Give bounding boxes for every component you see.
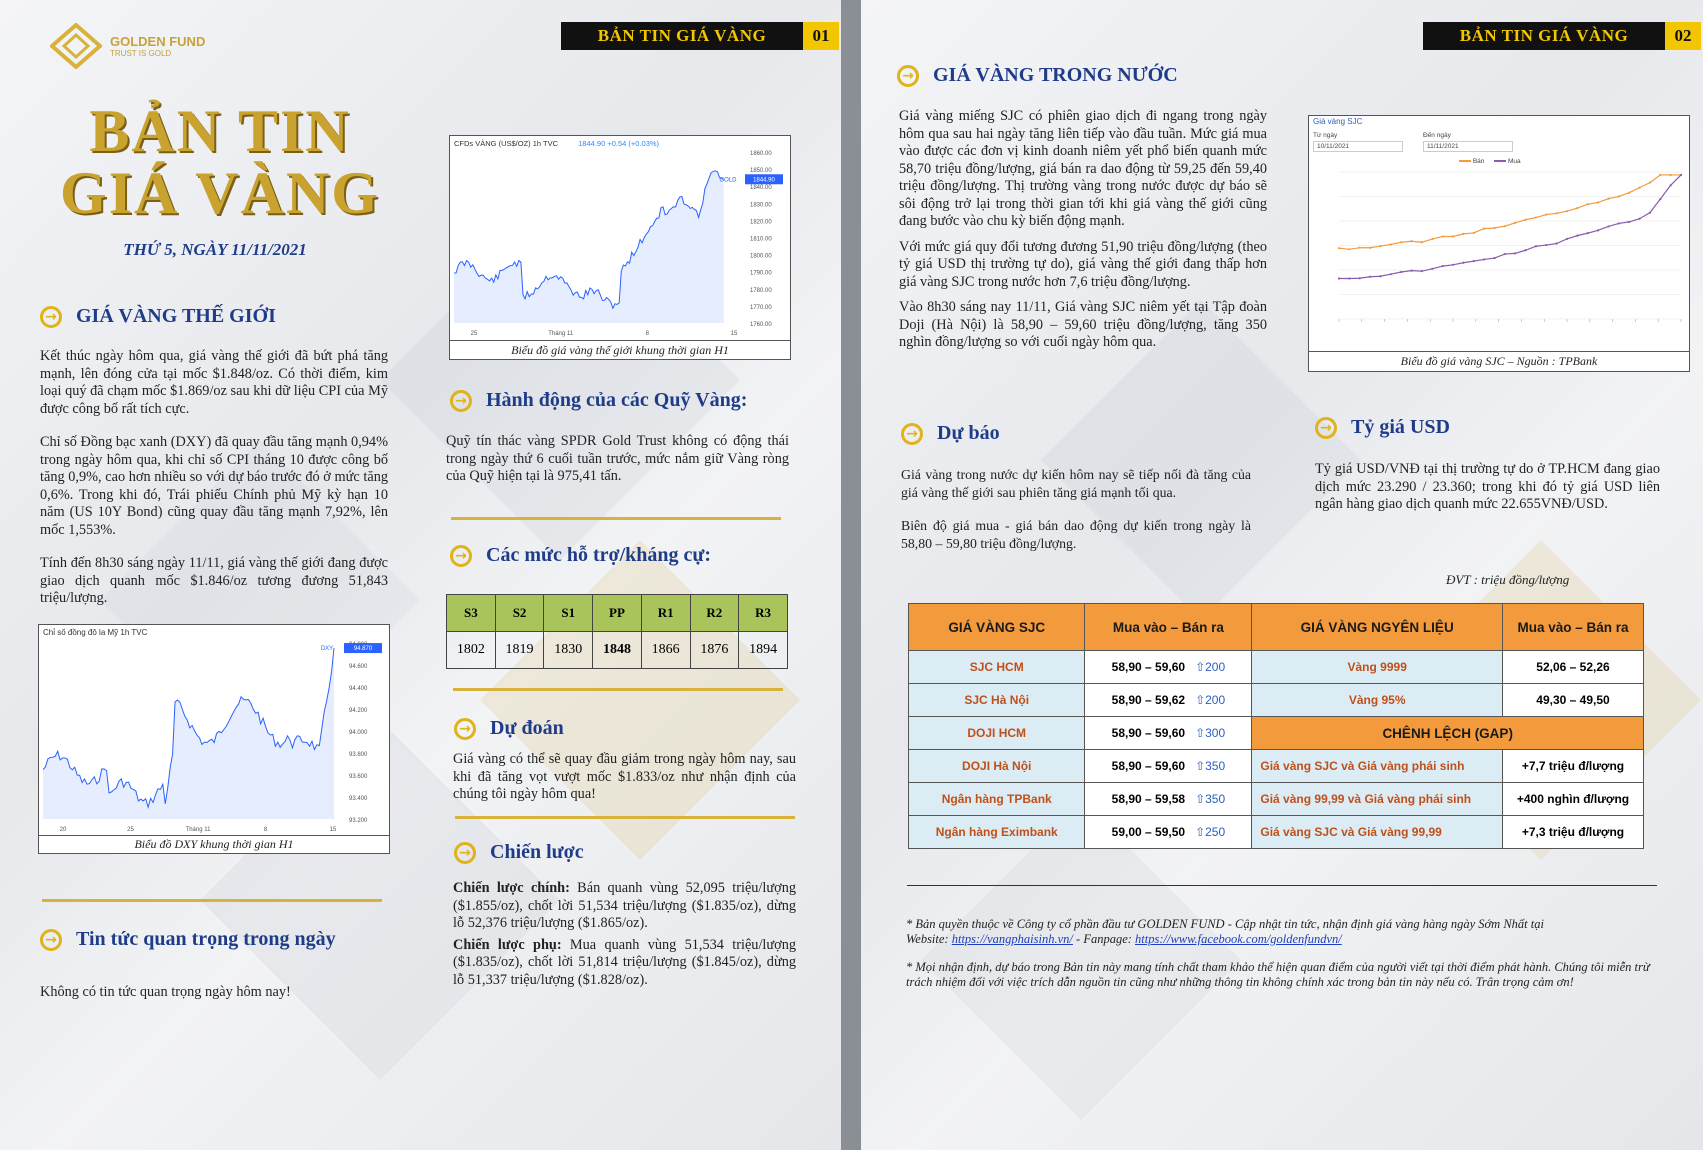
- strategy-main: [453, 880, 796, 933]
- buy-line-point: [1400, 271, 1402, 273]
- y-tick-label: 1840.00: [750, 185, 772, 192]
- change-up: ⇧350: [1195, 792, 1226, 806]
- buy-line-point: [1504, 253, 1506, 255]
- level-value: 1802: [447, 632, 496, 669]
- table-row: [909, 783, 1644, 816]
- paragraph: Giá vàng trong nước dự kiến hôm nay sẽ tiếp nối đà tăng của giá vàng thế giới sau phiên tăng giá mạnh tối qua.: [901, 467, 1251, 500]
- section-predict-title: Dự đoán: [490, 717, 564, 739]
- section-world-gold: [40, 305, 276, 328]
- logo: [50, 26, 230, 66]
- header-buy-sell-raw: Mua vào – Bán ra: [1503, 604, 1644, 651]
- sell-line-point: [1359, 247, 1361, 249]
- logo-name: GOLDEN FUND: [110, 34, 206, 49]
- gap-value: +400 nghìn đ/lượng: [1503, 783, 1644, 816]
- section-levels-title: Các mức hỗ trợ/kháng cự:: [486, 544, 712, 566]
- buy-line-point: [1410, 270, 1412, 272]
- buy-line-point: [1597, 229, 1599, 231]
- buy-line-point: [1524, 249, 1526, 251]
- section-strategy-title: Chiến lược: [490, 841, 584, 863]
- level-value: 1894: [739, 632, 788, 669]
- gap-name: Giá vàng 99,99 và Giá vàng phái sinh: [1252, 783, 1503, 816]
- gap-header: CHÊNH LỆCH (GAP): [1252, 717, 1644, 750]
- header-banner: [1423, 22, 1701, 50]
- section-usd-title: Tỷ giá USD: [1351, 416, 1450, 438]
- header-banner: [561, 22, 839, 50]
- level-header: R2: [690, 595, 739, 632]
- row-name: Ngân hàng TPBank: [909, 783, 1085, 816]
- buy-line-point: [1431, 268, 1433, 270]
- sell-line-point: [1462, 233, 1464, 235]
- row-value: [1085, 750, 1252, 783]
- level-header: S1: [544, 595, 593, 632]
- footer-copyright: [906, 917, 1666, 947]
- section-levels: [450, 544, 711, 567]
- issue-date: THỨ 5, NGÀY 11/11/2021: [123, 240, 307, 259]
- x-tick-label: Tháng 11: [185, 827, 211, 833]
- main-title: [40, 100, 400, 224]
- to-date-field[interactable]: [1423, 132, 1513, 152]
- buy-line-point: [1670, 184, 1672, 186]
- sell-line-point: [1431, 238, 1433, 240]
- paragraph: Với mức giá quy đổi tương đương 51,90 triệu đồng/lượng (theo tỷ giá USD thị trường tự do), giá vàng thế giới đang thấp hơn giá vàng SJC trong nước hơn 7,6 triệu đồng/lượng.: [899, 238, 1267, 290]
- paragraph: Tính đến 8h30 sáng ngày 11/11, giá vàng thế giới đang được giao dịch quanh mốc $1.846/oz tương đương 51,843 triệu/lượng.: [40, 555, 388, 606]
- x-tick-label: 20: [59, 827, 67, 833]
- section-world-gold-title: GIÁ VÀNG THẾ GIỚI: [76, 305, 276, 327]
- sjc-legend: [1459, 158, 1521, 165]
- y-tick-label: 1790.00: [750, 270, 772, 277]
- arrow-circle-icon: →: [1315, 417, 1337, 439]
- buy-line-point: [1607, 225, 1609, 227]
- sell-line-point: [1649, 182, 1651, 184]
- gap-value: +7,7 triệu đ/lượng: [1503, 750, 1644, 783]
- strategy-sub: [453, 937, 796, 990]
- sell-line-point: [1618, 195, 1620, 197]
- footer-disclaimer: * Mọi nhận định, dự báo trong Bản tin này mang tính chất tham khảo thể hiện quan điểm của người viết tại thời điểm phát hành. Chúng tôi miễn trừ trách nhiệm đối với việc trích dẫn nguồn tin cũng như những thông tin không chính xác trong bản tin này nếu có. Trân trọng cảm ơn!: [906, 960, 1650, 989]
- gold-chart-caption: Biểu đồ giá vàng thế giới khung thời gian H1: [450, 340, 790, 358]
- row-value: [1085, 651, 1252, 684]
- divider: [42, 899, 382, 902]
- sell-line-point: [1348, 248, 1350, 250]
- raw-name: Vàng 9999: [1252, 651, 1503, 684]
- sell-line-point: [1597, 201, 1599, 203]
- symbol-badge: DXY: [320, 646, 334, 653]
- arrow-circle-icon: →: [450, 545, 472, 567]
- x-tick-label: 8: [645, 331, 650, 337]
- table-row: [909, 717, 1644, 750]
- fanpage-label: - Fanpage:: [1072, 932, 1136, 946]
- row-name: DOJI HCM: [909, 717, 1085, 750]
- page-2: [861, 0, 1703, 1150]
- raw-value: 52,06 – 52,26: [1503, 651, 1644, 684]
- y-tick-label: 94.000: [349, 730, 368, 736]
- y-tick-label: 1830.00: [750, 202, 772, 209]
- levels-header-row: [447, 595, 788, 632]
- sell-line-point: [1442, 235, 1444, 237]
- sell-line-point: [1493, 227, 1495, 229]
- table-row: [909, 750, 1644, 783]
- sell-line-point: [1400, 241, 1402, 243]
- buy-line-point: [1390, 273, 1392, 275]
- forecast-text: [901, 466, 1251, 552]
- buy-line-point: [1649, 212, 1651, 214]
- change-up: ⇧200: [1195, 693, 1226, 707]
- header-buy-sell: Mua vào – Bán ra: [1085, 604, 1252, 651]
- legend-buy-swatch: [1494, 160, 1506, 162]
- buy-line-point: [1369, 276, 1371, 278]
- sell-line-point: [1338, 247, 1340, 249]
- buy-line-point: [1618, 222, 1620, 224]
- unit-note: ĐVT : triệu đồng/lượng: [1446, 572, 1570, 587]
- price: 58,90 – 59,62: [1111, 693, 1186, 707]
- website-link[interactable]: https://vangphaisinh.vn/: [951, 932, 1073, 946]
- divider: [455, 816, 795, 819]
- legend-sell-swatch: [1459, 160, 1471, 162]
- sell-line-point: [1638, 187, 1640, 189]
- paragraph: Biên độ giá mua - giá bán dao động dự kiến trong ngày là 58,80 – 59,80 triệu đồng/lượng.: [901, 518, 1251, 551]
- y-tick-label: 1810.00: [750, 236, 772, 243]
- page-1: [0, 0, 841, 1150]
- x-tick-label: 25: [470, 331, 478, 337]
- buy-line-point: [1483, 258, 1485, 260]
- buy-line-point: [1659, 198, 1661, 200]
- buy-line-point: [1628, 221, 1630, 223]
- price-area: [43, 648, 334, 819]
- arrow-circle-icon: →: [454, 718, 476, 740]
- price-table-header: [909, 604, 1644, 651]
- arrow-circle-icon: →: [40, 306, 62, 328]
- row-name: SJC HCM: [909, 651, 1085, 684]
- buy-line-point: [1638, 218, 1640, 220]
- sell-line-point: [1504, 225, 1506, 227]
- y-tick-label: 93.400: [349, 796, 368, 802]
- arrow-circle-icon: →: [450, 390, 472, 412]
- raw-name: Vàng 95%: [1252, 684, 1503, 717]
- sell-line-point: [1659, 174, 1661, 176]
- gap-name: Giá vàng SJC và Giá vàng phái sinh: [1252, 750, 1503, 783]
- buy-line-point: [1442, 265, 1444, 267]
- strategy-main-text: Bán quanh vùng 52,095 triệu/lượng ($1.855/oz), chốt lời 51,534 triệu/lượng ($1.835/oz), dừng lỗ 52,376 triệu/lượng ($1.865/oz).: [453, 880, 796, 931]
- from-date-label: Từ ngày: [1313, 132, 1338, 139]
- divider: [451, 517, 781, 520]
- level-value: 1830: [544, 632, 593, 669]
- banner-title: BẢN TIN GIÁ VÀNG: [1459, 26, 1629, 45]
- gold-chart-plot: [450, 146, 788, 341]
- dxy-chart-plot: [39, 637, 387, 837]
- sjc-chart: [1308, 115, 1690, 372]
- strategy-main-label: Chiến lược chính:: [453, 880, 570, 896]
- legend-sell-label: Bán: [1472, 158, 1485, 165]
- sell-line-point: [1514, 222, 1516, 224]
- usd-text: Tỷ giá USD/VNĐ tại thị trường tự do ở TP.HCM đang giao dịch mức 23.290 / 23.360; trong khi đó tỷ giá USD liên ngân hàng giao dịch quanh mức 22.655VNĐ/USD.: [1315, 461, 1660, 512]
- footer-links: [906, 932, 1666, 947]
- level-value: 1876: [690, 632, 739, 669]
- y-tick-label: 1820.00: [750, 219, 772, 226]
- from-date-field[interactable]: [1313, 132, 1403, 152]
- row-value: [1085, 816, 1252, 849]
- row-value: [1085, 684, 1252, 717]
- section-usd: [1315, 416, 1450, 439]
- sjc-chart-caption: Biểu đồ giá vàng SJC – Nguồn : TPBank: [1309, 351, 1689, 369]
- sell-line-point: [1379, 245, 1381, 247]
- row-value: [1085, 783, 1252, 816]
- buy-line-point: [1348, 277, 1350, 279]
- sell-line-point: [1452, 235, 1454, 237]
- price: 58,90 – 59,60: [1111, 726, 1186, 740]
- strategy-text: [453, 880, 796, 989]
- arrow-circle-icon: →: [40, 929, 62, 951]
- buy-line-point: [1680, 174, 1682, 176]
- price: 59,00 – 59,50: [1111, 825, 1186, 839]
- section-domestic-gold: [897, 64, 1178, 87]
- table-row: [909, 816, 1644, 849]
- sell-line-point: [1556, 212, 1558, 214]
- level-value: 1866: [641, 632, 690, 669]
- change-up: ⇧350: [1195, 759, 1226, 773]
- world-gold-text: [40, 348, 388, 624]
- page-number: 01: [803, 22, 839, 50]
- sell-line-point: [1369, 247, 1371, 249]
- table-row: [909, 684, 1644, 717]
- sell-line-point: [1390, 243, 1392, 245]
- change-up: ⇧300: [1195, 726, 1226, 740]
- buy-line-point: [1462, 262, 1464, 264]
- website-label: Website:: [906, 932, 952, 946]
- buy-line-point: [1359, 277, 1361, 279]
- level-header: PP: [593, 595, 642, 632]
- level-value: 1819: [495, 632, 544, 669]
- section-news: [40, 928, 336, 951]
- y-tick-label: 1800.00: [750, 253, 772, 260]
- sell-line-point: [1607, 198, 1609, 200]
- sell-line-point: [1483, 228, 1485, 230]
- gold-price-chart: [449, 135, 791, 360]
- to-date-value: 11/11/2021: [1423, 141, 1513, 152]
- price: 58,90 – 59,60: [1111, 660, 1186, 674]
- sell-line-point: [1535, 216, 1537, 218]
- row-name: DOJI Hà Nội: [909, 750, 1085, 783]
- buy-line-point: [1338, 277, 1340, 279]
- paragraph: Kết thúc ngày hôm qua, giá vàng thế giới đã bứt phá tăng mạnh, lên đóng cửa tại mốc $1.848/oz. Có thời điểm, kim loại quý đã chạm mốc $1.869/oz sau khi dữ liệu CPI của Mỹ được công bố rất tích cực.: [40, 348, 388, 417]
- section-forecast: [901, 422, 1000, 445]
- level-header: R3: [739, 595, 788, 632]
- to-date-label: Đến ngày: [1423, 132, 1451, 139]
- level-header: S3: [447, 595, 496, 632]
- y-tick-label: 94.200: [349, 708, 368, 714]
- price: 58,90 – 59,58: [1111, 792, 1186, 806]
- arrow-circle-icon: →: [901, 423, 923, 445]
- y-tick-label: 93.200: [349, 818, 368, 824]
- buy-line-point: [1452, 264, 1454, 266]
- logo-tagline: TRUST IS GOLD: [110, 49, 172, 58]
- gold-chart-quote: 1844.90 +0.54 (+0.03%): [578, 139, 660, 148]
- section-news-title: Tin tức quan trọng trong ngày: [76, 928, 336, 950]
- news-text: Không có tin tức quan trọng ngày hôm nay!: [40, 984, 291, 1000]
- fanpage-link[interactable]: https://www.facebook.com/goldenfundvn/: [1135, 932, 1342, 946]
- buy-line-point: [1421, 270, 1423, 272]
- change-up: ⇧250: [1195, 825, 1226, 839]
- gap-name: Giá vàng SJC và Giá vàng 99,99: [1252, 816, 1503, 849]
- section-domestic-title: GIÁ VÀNG TRONG NƯỚC: [933, 64, 1178, 86]
- dxy-chart-header: Chỉ số đồng đô la Mỹ 1h TVC: [43, 628, 148, 637]
- sell-line-point: [1421, 241, 1423, 243]
- footer-line1: * Bản quyền thuộc về Công ty cổ phần đầu tư GOLDEN FUND - Cập nhật tin tức, nhận định giá vàng hàng ngày Sớm Nhất tại: [906, 917, 1544, 931]
- price-label: 1844.90: [753, 177, 775, 184]
- raw-value: 49,30 – 49,50: [1503, 684, 1644, 717]
- change-up: ⇧200: [1195, 660, 1226, 674]
- sell-line-point: [1587, 203, 1589, 205]
- banner-title: BẢN TIN GIÁ VÀNG: [597, 26, 767, 45]
- sell-line-point: [1576, 207, 1578, 209]
- section-strategy: [454, 841, 584, 864]
- y-tick-label: 93.600: [349, 774, 368, 780]
- x-tick-label: 15: [329, 827, 337, 833]
- sjc-chart-plot: [1309, 154, 1687, 349]
- level-header: R1: [641, 595, 690, 632]
- price-label: 94.870: [353, 646, 373, 653]
- table-row: [909, 651, 1644, 684]
- gold-price-table: [908, 603, 1644, 849]
- price: 58,90 – 59,60: [1111, 759, 1186, 773]
- buy-line: [1339, 175, 1681, 279]
- predict-text: Giá vàng có thể sẽ quay đầu giảm trong ngày hôm nay, sau khi đã tăng vọt vượt mốc $1.833/oz như nhận định của chúng tôi ngày hôm qua!: [453, 751, 796, 802]
- y-tick-label: 94.600: [349, 664, 368, 670]
- x-tick-label: 8: [263, 827, 268, 833]
- level-header: S2: [495, 595, 544, 632]
- sell-line-point: [1670, 174, 1672, 176]
- dxy-chart: [38, 624, 390, 854]
- page-number: 02: [1665, 22, 1701, 50]
- paragraph: Giá vàng miếng SJC có phiên giao dịch đi ngang trong ngày hôm qua sau hai ngày tăng liên tiếp vào đầu tuần. Mức giá mua vào được các đơn vị kinh doanh niêm yết phổ biến quanh mức 58,70 triệu đồng/lượng, giá bán ra dao động từ 59,25 đến 59,40 triệu đồng/lượng. Thị trường vàng trong nước được dự báo sẽ sôi động trở lại trong thời gian tới khi giá vàng thế giới cũng đang bước vào chu kỳ biến động mạnh.: [899, 108, 1267, 229]
- sjc-chart-title: Giá vàng SJC: [1313, 117, 1363, 126]
- strategy-sub-text: Mua quanh vùng 51,534 triệu/lượng ($1.835/oz), chốt lời 51,814 triệu/lượng ($1.845/oz), dừng lỗ 51,337 triệu/lượng ($1.828/oz).: [453, 936, 796, 988]
- from-date-value: 10/11/2021: [1313, 141, 1403, 152]
- domestic-text: [899, 108, 1267, 352]
- section-funds: [450, 389, 747, 412]
- main-title-line1: BẢN TIN: [89, 98, 351, 164]
- divider: [453, 688, 783, 691]
- sell-line-point: [1628, 192, 1630, 194]
- symbol-badge: GOLD: [719, 177, 737, 184]
- level-value: 1848: [593, 632, 642, 669]
- dxy-chart-caption: Biểu đồ DXY khung thời gian H1: [39, 835, 389, 852]
- buy-line-point: [1493, 257, 1495, 259]
- main-title-line2: GIÁ VÀNG: [60, 160, 380, 226]
- y-tick-label: 1770.00: [750, 304, 772, 311]
- levels-value-row: [447, 632, 788, 669]
- sell-line-point: [1410, 240, 1412, 242]
- sell-line-point: [1566, 210, 1568, 212]
- support-resistance-table: [446, 594, 788, 669]
- buy-line-point: [1514, 252, 1516, 254]
- y-tick-label: 93.800: [349, 752, 368, 758]
- sell-line-point: [1473, 232, 1475, 234]
- y-tick-label: 94.400: [349, 686, 368, 692]
- buy-line-point: [1587, 232, 1589, 234]
- x-tick-label: 25: [127, 827, 134, 833]
- x-tick-label: 15: [730, 331, 738, 337]
- buy-line-point: [1473, 260, 1475, 262]
- sell-line-point: [1545, 213, 1547, 215]
- buy-line-point: [1379, 275, 1381, 277]
- header-raw-gold: GIÁ VÀNG NGYÊN LIỆU: [1252, 604, 1503, 651]
- buy-line-point: [1566, 238, 1568, 240]
- strategy-sub-label: Chiến lược phụ:: [453, 936, 562, 953]
- header-sjc: GIÁ VÀNG SJC: [909, 604, 1085, 651]
- sell-line-point: [1524, 219, 1526, 221]
- y-tick-label: 1860.00: [750, 151, 772, 157]
- footer-divider: [907, 885, 1657, 886]
- buy-line-point: [1576, 235, 1578, 237]
- gap-value: +7,3 triệu đ/lượng: [1503, 816, 1644, 849]
- buy-line-point: [1535, 245, 1537, 247]
- section-funds-title: Hành động của các Quỹ Vàng:: [486, 389, 748, 411]
- row-name: SJC Hà Nội: [909, 684, 1085, 717]
- section-forecast-title: Dự báo: [937, 422, 1000, 444]
- paragraph: Vào 8h30 sáng nay 11/11, Giá vàng SJC niêm yết tại Tập đoàn Doji (Hà Nội) là 58,90 – 59,60 triệu đồng/lượng, tăng 350 nghìn đồng/lượng so với cuối ngày hôm qua.: [899, 299, 1267, 350]
- price-area: [454, 171, 724, 323]
- row-name: Ngân hàng Eximbank: [909, 816, 1085, 849]
- section-predict: [454, 717, 564, 740]
- row-value: [1085, 717, 1252, 750]
- sell-line: [1339, 175, 1681, 249]
- arrow-circle-icon: →: [897, 65, 919, 87]
- arrow-circle-icon: →: [454, 842, 476, 864]
- golden-fund-logo-icon: [50, 23, 102, 69]
- funds-text: Quỹ tín thác vàng SPDR Gold Trust không có động thái trong ngày thứ 6 cuối tuần trước, mức nắm giữ Vàng ròng của Quỹ hiện tại là 975,41 tấn.: [446, 433, 789, 484]
- gold-chart-title: CFDs VÀNG (US$/OZ) 1h TVC: [454, 139, 559, 148]
- paragraph: Chỉ số Đồng bạc xanh (DXY) đã quay đầu tăng mạnh 0,94% trong ngày hôm qua, khi chỉ số CPI tháng 10 được công bố tăng 0,9%, cao hơn nhiều so với dự báo trước đó ở mức tăng 0,6%. Trong khi đó, Trái phiếu Chính phủ Mỹ kỳ hạn 10 năm (US 10Y Bond) cũng quay đầu tăng mạnh 7,92%, lên mốc 1,553%.: [40, 434, 388, 538]
- y-tick-label: 1850.00: [750, 168, 772, 175]
- y-tick-label: 1760.00: [750, 322, 772, 328]
- y-tick-label: 1780.00: [750, 287, 772, 294]
- buy-line-point: [1545, 244, 1547, 246]
- buy-line-point: [1556, 242, 1558, 244]
- x-tick-label: Tháng 11: [548, 331, 574, 337]
- legend-buy-label: Mua: [1508, 158, 1521, 165]
